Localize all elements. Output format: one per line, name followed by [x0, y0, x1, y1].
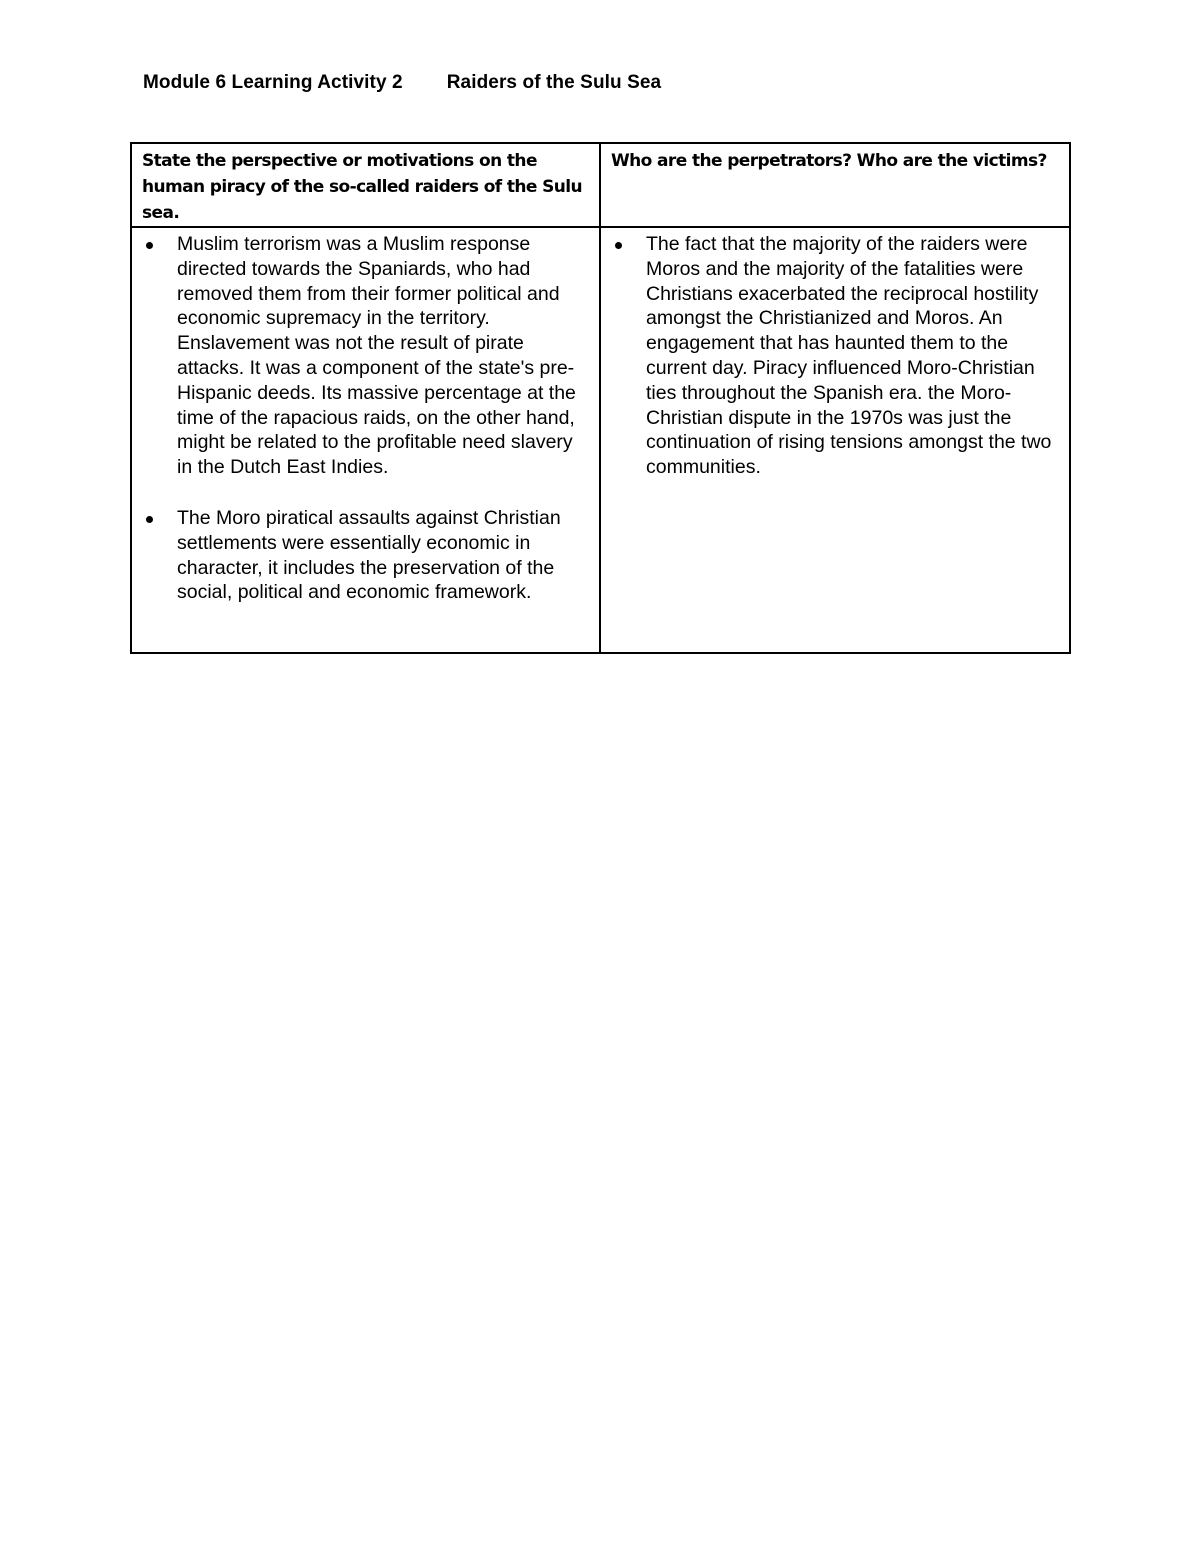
document-title: Raiders of the Sulu Sea [446, 72, 662, 93]
table-row [131, 227, 1070, 653]
list-item-text: The fact that the majority of the raiders were Moros and the majority of the fatalities were Christians exacerbated the reciprocal hostility amongst the Christianized and Moros. An engagement that has haunted them to the current day. Piracy influenced Moro-Christian ties throughout the Spanish era. the Moro-Christian dispute in the 1970s was just the continuation of rising tensions amongst the two communities. [646, 233, 1052, 479]
perpetrators-header: Who are the perpetrators? Who are the victims? [600, 143, 1070, 227]
table-header-row [131, 143, 1070, 227]
bullet-icon [146, 242, 153, 249]
perpetrators-list [609, 232, 1061, 480]
bullet-icon [146, 516, 153, 523]
page-header [143, 72, 661, 94]
perspective-header: State the perspective or motivations on the human piracy of the so-called raiders of the Sulu sea. [131, 143, 600, 227]
activity-table [130, 142, 1071, 654]
list-item-text: The Moro piratical assaults against Christian settlements were essentially economic in character, it includes the preservation of the social, political and economic framework. [177, 506, 561, 604]
perpetrators-cell [600, 227, 1070, 653]
list-item-text: Muslim terrorism was a Muslim response directed towards the Spaniards, who had removed them from their former political and economic supremacy in the territory. Enslavement was not the result of pirate attacks. It was a component of the state's pre-Hispanic deeds. Its massive percentage at the time of the rapacious raids, on the other hand, might be related to the profitable need slavery in the Dutch East Indies. [177, 233, 576, 479]
bullet-icon [615, 242, 622, 249]
module-label: Module 6 Learning Activity 2 [143, 72, 403, 93]
list-item [609, 232, 1061, 480]
list-item [140, 506, 591, 605]
perspective-list [140, 232, 591, 605]
list-item [140, 232, 591, 480]
perspective-cell [131, 227, 600, 653]
